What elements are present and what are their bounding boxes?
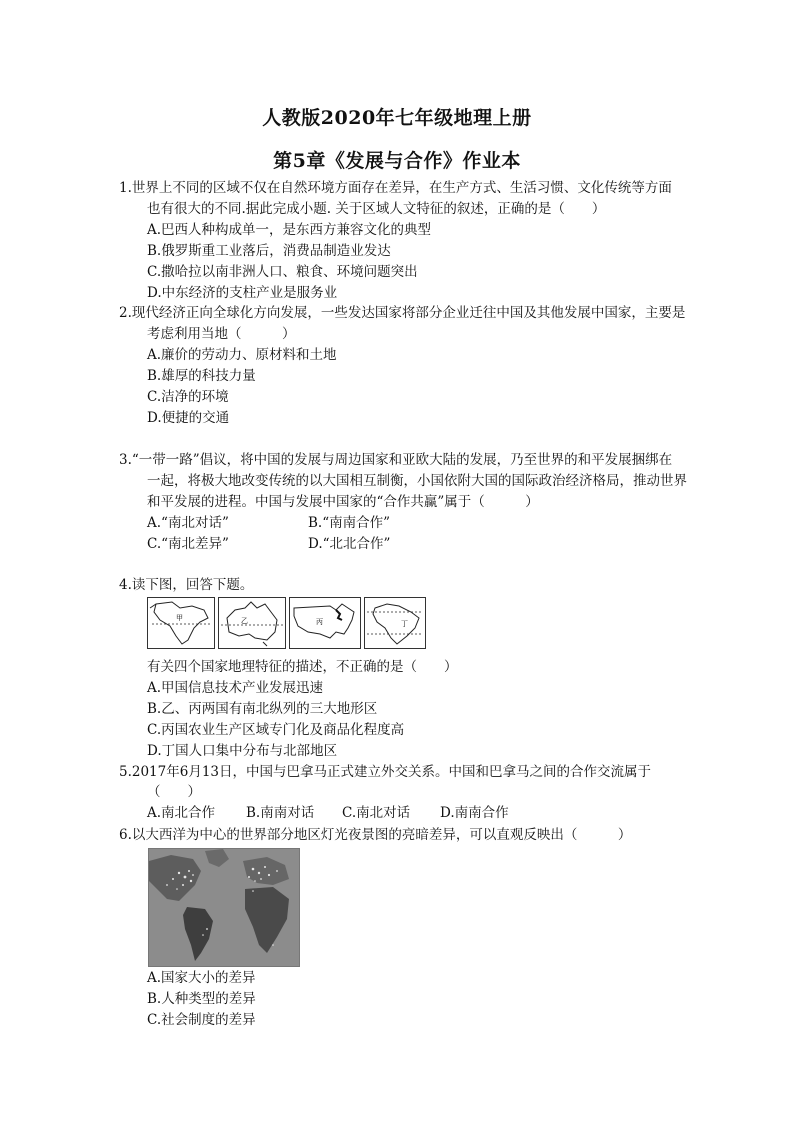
map-label-ding: 丁	[401, 620, 408, 628]
map-usa	[289, 597, 361, 649]
question-2-stem-line-1: 2.现代经济正向全球化方向发展，一些发达国家将部分企业迁往中国及其他发展中国家，主要是	[119, 305, 686, 321]
night-lights-map	[148, 848, 300, 967]
question-5-option-d: D.南南合作	[440, 805, 509, 821]
map-label-bing: 丙	[316, 618, 323, 626]
question-1-option-b: B.俄罗斯重工业落后，消费品制造业发达	[147, 243, 391, 259]
question-3-option-d: D.“北北合作”	[308, 536, 391, 552]
question-6-option-a: A.国家大小的差异	[147, 970, 256, 986]
question-6-option-c: C.社会制度的差异	[147, 1012, 256, 1028]
map-label-yi: 乙	[241, 617, 248, 625]
question-2-option-d: D.便捷的交通	[147, 410, 230, 426]
document-subtitle: 第5章《发展与合作》作业本	[273, 150, 521, 172]
question-4-option-d: D.丁国人口集中分布与北部地区	[147, 743, 338, 759]
question-1-option-d: D.中东经济的支柱产业是服务业	[147, 285, 338, 301]
question-5-option-c: C.南北对话	[342, 805, 411, 821]
question-4-option-c: C.丙国农业生产区域专门化及商品化程度高	[147, 722, 405, 738]
map-brazil	[364, 597, 426, 649]
four-country-maps	[147, 597, 427, 649]
document-title: 人教版2020年七年级地理上册	[262, 107, 532, 129]
question-3-stem-line-2: 一起，将极大地改变传统的以大国相互制衡，小国依附大国的国际政治经济格局，推动世界	[147, 473, 687, 489]
question-4-stem: 有关四个国家地理特征的描述，不正确的是（ ）	[147, 659, 458, 675]
question-1-stem-line-2: 也有很大的不同.据此完成小题. 关于区域人文特征的叙述，正确的是（ ）	[147, 201, 606, 217]
question-4-stem-line-1: 4.读下图，回答下题。	[119, 577, 254, 593]
question-4-option-a: A.甲国信息技术产业发展迅速	[147, 680, 324, 696]
question-6-option-b: B.人种类型的差异	[147, 991, 256, 1007]
question-6-stem-line-1: 6.以大西洋为中心的世界部分地区灯光夜景图的亮暗差异，可以直观反映出（ ）	[119, 827, 632, 843]
question-5-option-b: B.南南对话	[246, 805, 315, 821]
map-australia	[218, 597, 286, 649]
question-4-option-b: B.乙、丙两国有南北纵列的三大地形区	[147, 701, 378, 717]
question-3-option-a: A.“南北对话”	[147, 515, 229, 531]
question-5-option-a: A.南北合作	[147, 805, 216, 821]
question-3-stem-line-1: 3.“一带一路”倡议，将中国的发展与周边国家和亚欧大陆的发展，乃至世界的和平发展捆绑在	[119, 452, 673, 468]
question-1-stem-line-1: 1.世界上不同的区域不仅在自然环境方面存在差异，在生产方式、生活习惯、文化传统等方面	[119, 180, 672, 196]
question-3-stem-line-3: 和平发展的进程。中国与发展中国家的“合作共赢”属于（ ）	[147, 494, 539, 510]
map-india	[147, 597, 215, 649]
question-1-option-c: C.撒哈拉以南非洲人口、粮食、环境问题突出	[147, 264, 418, 280]
question-3-option-b: B.“南南合作”	[308, 515, 391, 531]
question-2-option-b: B.雄厚的科技力量	[147, 368, 256, 384]
question-5-stem-line-1: 5.2017年6月13日，中国与巴拿马正式建立外交关系。中国和巴拿马之间的合作交流属于	[119, 764, 652, 780]
question-5-stem-line-2: （ ）	[147, 784, 201, 800]
map-label-jia: 甲	[176, 614, 183, 622]
question-2-option-c: C.洁净的环境	[147, 389, 229, 405]
question-3-option-c: C.“南北差异”	[147, 536, 229, 552]
question-2-stem-line-2: 考虑利用当地（ ）	[147, 326, 296, 342]
question-2-option-a: A.廉价的劳动力、原材料和土地	[147, 347, 337, 363]
question-1-option-a: A.巴西人种构成单一，是东西方兼容文化的典型	[147, 222, 432, 238]
